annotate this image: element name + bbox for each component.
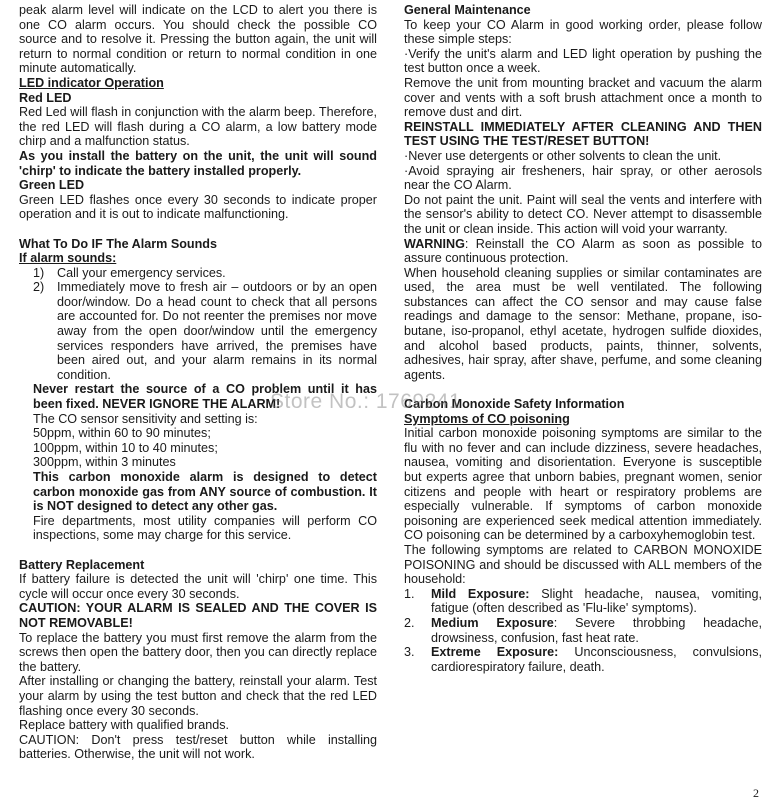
exposure-number: 2. xyxy=(404,615,415,630)
after-installing-text: After installing or changing the battery, reinstall your alarm. Test your alarm by using the test button and check that the red LED flashing once every 30 seconds. xyxy=(19,674,377,718)
step-number: 2) xyxy=(33,280,45,295)
list-item xyxy=(19,266,377,281)
general-maintenance-heading: General Maintenance xyxy=(404,3,531,17)
reinstall-warning: REINSTALL IMMEDIATELY AFTER CLEANING AND THEN TEST USING THE TEST/RESET BUTTON! xyxy=(404,119,762,149)
green-led-text: Green LED flashes once every 30 seconds to indicate proper operation and it is out to indicate malfunctioning. xyxy=(19,192,377,222)
maintenance-intro: To keep your CO Alarm in good working order, please follow these simple steps: xyxy=(404,17,762,47)
symptoms-heading: Symptoms of CO poisoning xyxy=(404,411,570,426)
exposure-label: Medium Exposure xyxy=(431,615,554,630)
initial-symptoms-text: Initial carbon monoxide poisoning symptoms are similar to the flu with no fever and can include dizziness, severe headaches, nausea, vomiting and disorientation. Everyone is susceptible but experts agree that unborn babies, pregnant women, senior citizens and people with heart or respiratory problems are especially vulnerable. If symptoms of carbon monoxide poisoning are experienced seek medical attention immediately. CO poisoning can be determined by a carboxyhemoglobin test. xyxy=(404,426,762,543)
avoid-spraying-step: ·Avoid spraying air fresheners, hair spray, or other aerosols near the CO Alarm. xyxy=(404,163,762,193)
sensitivity-line: 50ppm, within 60 to 90 minutes; xyxy=(33,426,211,441)
never-restart-warning: Never restart the source of a CO problem until it has been fixed. NEVER IGNORE THE ALARM! xyxy=(33,382,377,412)
caution-sealed-warning: CAUTION: YOUR ALARM IS SEALED AND THE COVER IS NOT REMOVABLE! xyxy=(19,601,377,630)
green-led-title: Green LED xyxy=(19,178,85,193)
exposure-text: Slight headache, nausea, vomiting, fatigue (often described as 'Flu-like' symptoms). xyxy=(431,586,762,616)
co-safety-heading: Carbon Monoxide Safety Information xyxy=(404,397,625,412)
list-item xyxy=(404,587,762,616)
warning-paragraph xyxy=(404,237,762,266)
caution-press-text: CAUTION: Don't press test/reset button while installing batteries. Otherwise, the unit will not work. xyxy=(19,732,377,762)
sensitivity-intro: The CO sensor sensitivity and setting is: xyxy=(33,411,258,426)
exposure-label: Extreme Exposure: xyxy=(431,645,559,660)
warning-label: WARNING xyxy=(404,236,465,251)
step-text: Immediately move to fresh air – outdoors or by an open door/window. Do a head count to check that all persons are accounted for. Do not reenter the premises nor move away from the open door/window until the emergency services responders have arrived, the premises have been aired out, and your alarm remains in its normal condition. xyxy=(57,280,377,382)
warning-text: : Reinstall the CO Alarm as soon as possible to assure continuous protection. xyxy=(404,236,762,266)
left-column xyxy=(19,3,377,762)
red-led-title: Red LED xyxy=(19,90,72,105)
step-number: 1) xyxy=(33,265,45,280)
page-number: 2 xyxy=(753,786,759,800)
remove-step: Remove the unit from mounting bracket and vacuum the alarm cover and vents with a soft brush attachment once a month to remove dust and dirt. xyxy=(404,75,762,120)
sensitivity-line: 300ppm, within 3 minutes xyxy=(33,455,176,470)
intro-paragraph: peak alarm level will indicate on the LCD to alert you there is one CO alarm occurs. You should check the possible CO source and to resolve it. Pressing the button again, the unit will return to normal condition or return to normal condition in one minute automatically. xyxy=(19,3,377,76)
exposure-list xyxy=(404,587,762,675)
replace-battery-text: To replace the battery you must first remove the alarm from the screws then open the battery door, then you can directly replace the battery. xyxy=(19,630,377,674)
store-watermark: Store No.: 1769241 xyxy=(270,390,462,413)
household-cleaning-text: When household cleaning supplies or similar contaminates are used, the area must be well ventilated. The following substances can affect the CO sensor and may cause false readings and damage to the sensor: Methane, propane, iso-butane, iso-propanol, ethyl acetate, hydrogen sulfide dioxides, and alcohol based products, paints, thinner, solvents, adhesives, hair spray, after shave, perfume, and some cleaning agents. xyxy=(404,265,762,382)
battery-replacement-heading: Battery Replacement xyxy=(19,557,145,572)
exposure-text-wrap xyxy=(431,587,762,616)
sensitivity-block xyxy=(19,412,377,543)
do-not-paint-text: Do not paint the unit. Paint will seal the vents and interfere with the sensor's ability to detect CO. Never attempt to disassemble the unit or clean inside. This action will void your warranty. xyxy=(404,192,762,236)
right-column xyxy=(404,3,762,674)
exposure-text-wrap xyxy=(431,645,762,674)
exposure-text: Unconsciousness, convulsions, cardiorespiratory failure, death. xyxy=(431,645,762,674)
list-item xyxy=(19,280,377,382)
exposure-number: 1. xyxy=(404,586,415,601)
verify-step: ·Verify the unit's alarm and LED light operation by pushing the test button once a week. xyxy=(404,46,762,76)
exposure-number: 3. xyxy=(404,645,415,660)
step-text: Call your emergency services. xyxy=(57,265,226,280)
list-item xyxy=(404,645,762,674)
alarm-sounds-heading: What To Do IF The Alarm Sounds xyxy=(19,236,217,251)
following-symptoms-text: The following symptoms are related to CARBON MONOXIDE POISONING and should be discussed with ALL members of the household: xyxy=(404,542,762,587)
exposure-label: Mild Exposure: xyxy=(431,586,530,601)
sensitivity-line: 100ppm, within 10 to 40 minutes; xyxy=(33,440,218,455)
red-led-text: Red Led will flash in conjunction with the alarm beep. Therefore, the red LED will flash during a CO alarm, a low battery mode chirp and a malfunction status. xyxy=(19,105,377,149)
qualified-brands-text: Replace battery with qualified brands. xyxy=(19,718,230,733)
exposure-text: : Severe throbbing headache, drowsiness, confusion, fast heat rate. xyxy=(431,615,762,645)
exposure-text-wrap xyxy=(431,616,762,645)
alarm-steps-list xyxy=(19,266,377,383)
fire-department-note: Fire departments, most utility companies will perform CO inspections, some may charge for this service. xyxy=(33,513,377,543)
install-battery-note: As you install the battery on the unit, the unit will sound 'chirp' to indicate the battery installed properly. xyxy=(19,148,377,178)
list-item xyxy=(404,616,762,645)
designed-to-detect-note: This carbon monoxide alarm is designed to detect carbon monoxide gas from ANY source of combustion. It is NOT designed to detect any other gas. xyxy=(33,470,377,514)
battery-failure-text: If battery failure is detected the unit will 'chirp' one time. This cycle will occur once every 30 seconds. xyxy=(19,572,377,601)
never-detergents-step: ·Never use detergents or other solvents to clean the unit. xyxy=(404,148,722,163)
if-alarm-sounds-subheading: If alarm sounds: xyxy=(19,251,117,266)
led-indicator-heading: LED indicator Operation xyxy=(19,75,164,90)
